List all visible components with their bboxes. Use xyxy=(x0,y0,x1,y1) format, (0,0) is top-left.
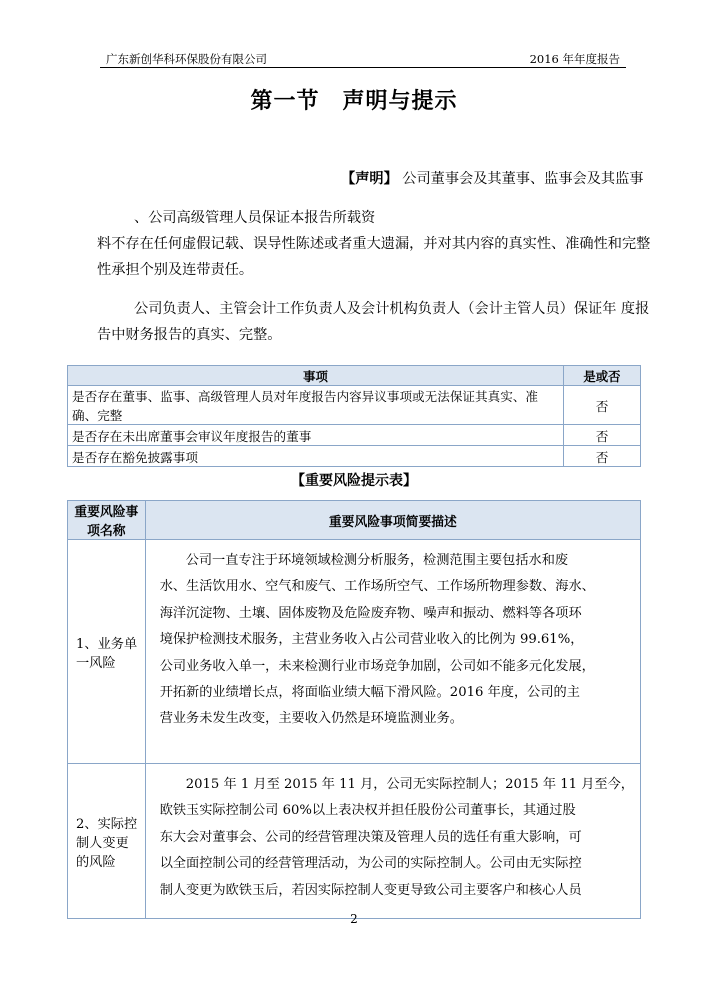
matter-answer: 否 xyxy=(564,446,641,467)
matter-answer: 否 xyxy=(564,386,641,425)
risk-desc-line: 欧铁玉实际控制公司 60%以上表决权并担任股份公司董事长，其通过股 xyxy=(159,803,576,819)
risk-desc-line: 营业务未发生改变，主要收入仍然是环境监测业务。 xyxy=(159,711,463,727)
risk-desc-line: 海洋沉淀物、土壤、固体废物及危险废弃物、噪声和振动、燃料等各项环 xyxy=(159,605,582,621)
table-row xyxy=(68,540,641,764)
page-number: 2 xyxy=(350,912,358,926)
responsibility-line-1: 公司负责人、主管会计工作负责人及会计机构负责人（会计主管人员）保证年 度报 xyxy=(134,301,650,317)
risk-description xyxy=(145,764,640,919)
table-row xyxy=(68,764,641,919)
matter-answer: 否 xyxy=(564,425,641,446)
section-title: 第一节 声明与提示 xyxy=(250,89,458,114)
risk-table-title: 【重要风险提示表】 xyxy=(291,473,417,489)
risk-name: 1、业务单一风险 xyxy=(68,540,146,764)
risk-desc-line: 东大会对董事会、公司的经营管理决策及管理人员的选任有重大影响，可 xyxy=(159,829,582,845)
matters-table xyxy=(67,365,641,467)
declaration-label: 【声明】 xyxy=(341,171,398,187)
risk-desc-line: 公司一直专注于环境领域检测分析服务，检测范围主要包括水和废 xyxy=(185,553,569,568)
risk-desc-line: 制人变更为欧铁玉后，若因实际控制人变更导致公司主要客户和核心人员 xyxy=(159,882,582,898)
responsibility-line-2: 告中财务报告的真实、完整。 xyxy=(97,327,282,343)
header-company: 广东新创华科环保股份有限公司 xyxy=(106,52,267,66)
risk-header-desc: 重要风险事项简要描述 xyxy=(145,501,640,540)
header-rule xyxy=(100,67,626,68)
risk-table xyxy=(67,500,641,919)
header-report: 2016 年年度报告 xyxy=(529,52,620,66)
risk-name: 2、实际控制人变更的风险 xyxy=(68,764,146,919)
risk-table-header xyxy=(68,501,641,540)
table-row xyxy=(68,425,641,446)
declaration-line-4: 性承担个别及连带责任。 xyxy=(97,262,254,278)
declaration-line-2: 、公司高级管理人员保证本报告所载资 xyxy=(134,210,376,226)
table-row xyxy=(68,446,641,467)
risk-desc-line: 以全面控制公司的经营管理活动，为公司的实际控制人。公司由无实际控 xyxy=(159,856,582,872)
declaration-text: 公司董事会及其董事、监事会及其监事 xyxy=(402,171,644,187)
matter-text: 是否存在豁免披露事项 xyxy=(68,446,564,467)
matters-header-item: 事项 xyxy=(68,366,564,386)
declaration-line-3: 料不存在任何虚假记载、误导性陈述或者重大遗漏，并对其内容的真实性、准确性和完整 xyxy=(97,236,651,252)
risk-desc-line: 开拓新的业绩增长点，将面临业绩大幅下滑风险。2016 年度，公司的主 xyxy=(159,685,580,701)
risk-header-name: 重要风险事项名称 xyxy=(68,501,146,540)
risk-desc-line: 公司业务收入单一，未来检测行业市场竞争加剧，公司如不能多元化发展， xyxy=(159,658,595,674)
risk-desc-line: 水、生活饮用水、空气和废气、工作场所空气、工作场所物理参数、海水、 xyxy=(159,579,595,595)
risk-desc-line: 2015 年 1 月至 2015 年 11 月，公司无实际控制人；2015 年 11 月至今， xyxy=(185,777,634,792)
declaration-line-1 xyxy=(341,166,643,192)
matter-text: 是否存在董事、监事、高级管理人员对年度报告内容异议事项或无法保证其真实、准确、完整 xyxy=(68,386,564,425)
risk-description xyxy=(145,540,640,764)
matters-table-header xyxy=(68,366,641,386)
matter-text: 是否存在未出席董事会审议年度报告的董事 xyxy=(68,425,564,446)
risk-desc-line: 境保护检测技术服务，主营业务收入占公司营业收入的比例为 99.61%， xyxy=(159,632,584,648)
table-row xyxy=(68,386,641,425)
matters-header-yesno: 是或否 xyxy=(564,366,641,386)
